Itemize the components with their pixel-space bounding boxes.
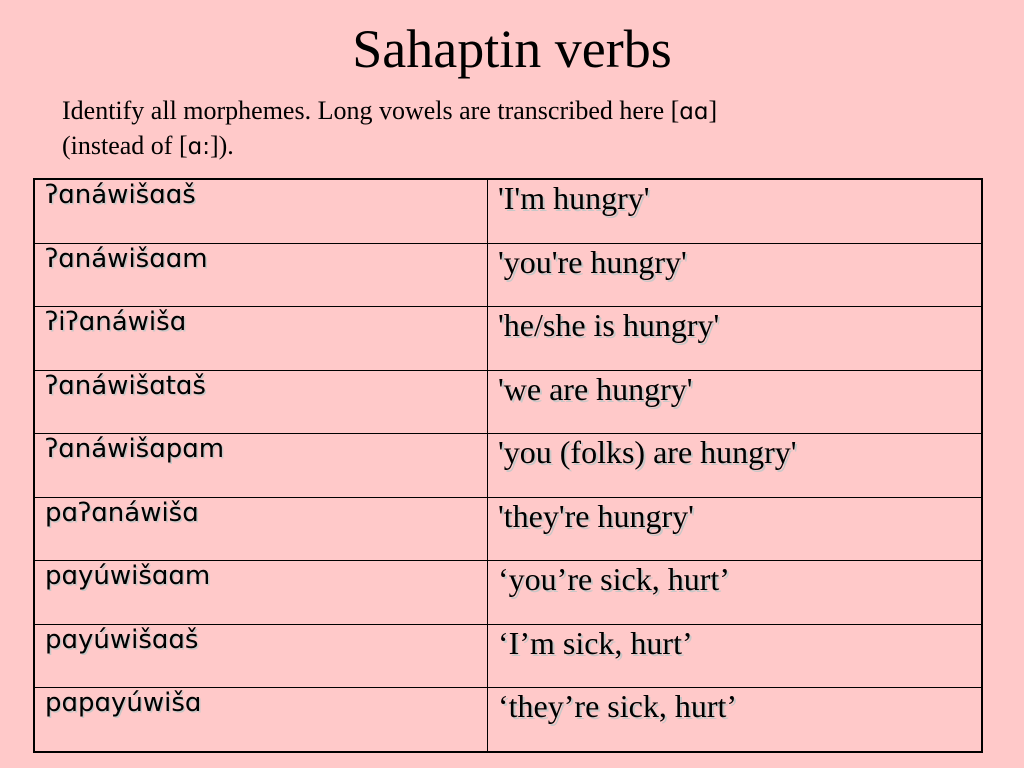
instructions-line-1	[62, 94, 962, 129]
verb-form-cell: ʔɑnáwišɑtɑš	[34, 370, 488, 433]
table-row	[34, 497, 982, 560]
table-row	[34, 243, 982, 306]
instructions-text: Identify all morphemes. Long vowels are transcribed here [	[62, 96, 680, 125]
instructions-line-2	[62, 129, 962, 164]
table-row	[34, 370, 982, 433]
gloss-cell: 'they're hungry'	[488, 497, 983, 560]
slide-title: Sahaptin verbs	[352, 19, 672, 79]
long-vowel-notation: ɑɑ	[679, 99, 709, 125]
colon-vowel-notation: ɑ:	[187, 134, 210, 160]
instructions-text: (instead of [	[62, 131, 188, 160]
instructions-text: ]).	[209, 131, 234, 160]
verb-table	[33, 178, 983, 753]
gloss-cell: 'he/she is hungry'	[488, 307, 983, 370]
table-row	[34, 307, 982, 370]
gloss-cell: 'you're hungry'	[488, 243, 983, 306]
gloss-cell: ‘I’m sick, hurt’	[488, 624, 983, 687]
verb-form-cell: ʔɑnáwišɑɑš	[34, 179, 488, 243]
table-row	[34, 434, 982, 497]
gloss-cell: 'I'm hungry'	[488, 179, 983, 243]
instructions	[62, 94, 962, 164]
table-row	[34, 624, 982, 687]
verb-form-cell: ʔɑnáwišɑpɑm	[34, 434, 488, 497]
gloss-cell: 'we are hungry'	[488, 370, 983, 433]
verb-form-cell: pɑʔɑnáwišɑ	[34, 497, 488, 560]
verb-form-cell: pɑpɑyúwišɑ	[34, 688, 488, 752]
gloss-cell: ‘you’re sick, hurt’	[488, 561, 983, 624]
verb-form-cell: pɑyúwišɑɑm	[34, 561, 488, 624]
gloss-cell: 'you (folks) are hungry'	[488, 434, 983, 497]
instructions-text: ]	[708, 96, 718, 125]
table-row	[34, 688, 982, 752]
table-row	[34, 561, 982, 624]
verb-form-cell: ʔɑnáwišɑɑm	[34, 243, 488, 306]
gloss-cell: ‘they’re sick, hurt’	[488, 688, 983, 752]
verb-form-cell: ʔiʔɑnáwišɑ	[34, 307, 488, 370]
verb-form-cell: pɑyúwišɑɑš	[34, 624, 488, 687]
table-row	[34, 179, 982, 243]
